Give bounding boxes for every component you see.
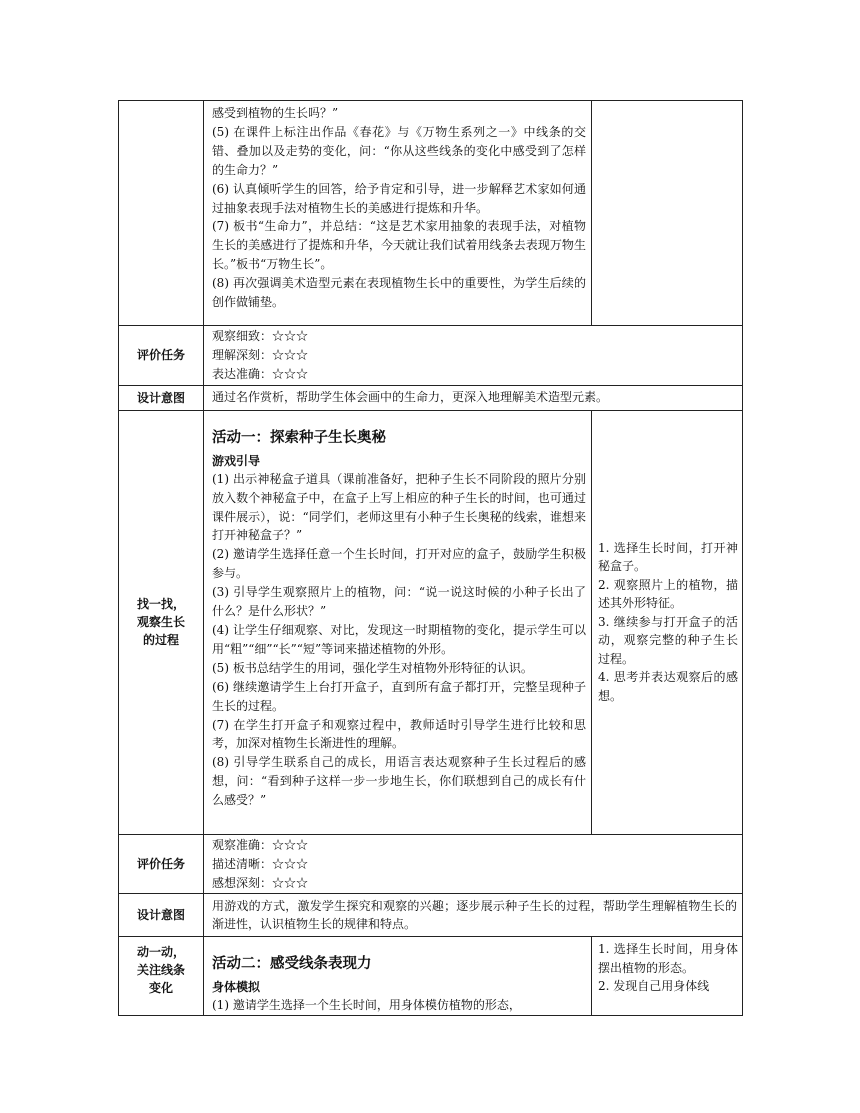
student-activity-cell xyxy=(592,937,743,1016)
activity-label-text: 动一动，关注线条变化 xyxy=(136,945,185,996)
empty-student-cell xyxy=(592,101,743,326)
empty-label-cell xyxy=(119,101,204,326)
paragraph: (6) 认真倾听学生的回答，给予肯定和引导，进一步解释艺术家如何通过抽象表现手法对植物生长的美感进行提炼和升华。 xyxy=(212,181,586,215)
student-step: 4. 思考并表达观察后的感想。 xyxy=(598,670,738,703)
table-row xyxy=(119,326,743,386)
paragraph: 感受到植物的生长吗？” xyxy=(212,106,339,120)
eval-line: 观察细致：☆☆☆ xyxy=(212,329,309,343)
eval-line: 表达准确：☆☆☆ xyxy=(212,366,309,381)
table-row xyxy=(119,410,743,834)
paragraph: (7) 在学生打开盒子和观察过程中，教师适时引导学生进行比较和思考，加深对植物生长渐进性的理解。 xyxy=(212,717,586,751)
eval-label: 评价任务 xyxy=(119,834,204,894)
eval-line: 理解深刻：☆☆☆ xyxy=(212,347,309,362)
intent-label: 设计意图 xyxy=(119,894,204,937)
eval-cell xyxy=(204,834,743,894)
eval-cell xyxy=(204,326,743,386)
student-step: 1. 选择生长时间，用身体摆出植物的形态。 xyxy=(598,942,738,975)
paragraph: (5) 在课件上标注出作品《春花》与《万物生系列之一》中线条的交错、叠加以及走势的变化，问：“你从这些线条的变化中感受到了怎样的生命力？” xyxy=(212,124,586,177)
paragraph: (1) 邀请学生选择一个生长时间，用身体模仿植物的形态， xyxy=(212,998,521,1013)
teacher-activity-cell xyxy=(204,937,592,1016)
intent-cell xyxy=(204,894,743,937)
activity-label-text: 找一找，观察生长的过程 xyxy=(136,597,185,648)
student-step: 1. 选择生长时间，打开神秘盒子。 xyxy=(598,540,738,574)
activity-title: 活动一：探索种子生长奥秘 xyxy=(212,429,386,446)
paragraph: (4) 让学生仔细观察、对比，发现这一时期植物的变化，提示学生可以用“粗”“细”“长”“短”等词来描述植物的外形。 xyxy=(212,622,586,656)
student-activity-cell xyxy=(592,410,743,834)
eval-line: 观察准确：☆☆☆ xyxy=(212,837,309,852)
eval-line: 描述清晰：☆☆☆ xyxy=(212,856,309,871)
student-step: 3. 继续参与打开盒子的活动，观察完整的种子生长过程。 xyxy=(598,614,738,666)
activity-label xyxy=(119,937,204,1016)
intent-text: 用游戏的方式，激发学生探究和观察的兴趣；逐步展示种子生长的过程，帮助学生理解植物生长的渐进性，认识植物生长的规律和特点。 xyxy=(212,898,737,932)
table-row xyxy=(119,894,743,937)
table-row xyxy=(119,834,743,894)
paragraph: (2) 邀请学生选择任意一个生长时间，打开对应的盒子，鼓励学生积极参与。 xyxy=(212,547,586,581)
student-step: 2. 发现自己用身体线 xyxy=(598,979,710,994)
intent-cell xyxy=(204,385,743,410)
teacher-activity-cell xyxy=(204,101,592,326)
activity-label xyxy=(119,410,204,834)
lesson-plan-table xyxy=(118,100,743,1016)
activity-title: 活动二：感受线条表现力 xyxy=(212,956,372,973)
paragraph: (5) 板书总结学生的用词，强化学生对植物外形特征的认识。 xyxy=(212,660,533,675)
intent-label: 设计意图 xyxy=(119,385,204,410)
activity-subtitle: 游戏引导 xyxy=(212,453,261,468)
paragraph: (3) 引导学生观察照片上的植物，问：“说一说这时候的小种子长出了什么？是什么形状？” xyxy=(212,585,586,619)
paragraph: (8) 再次强调美术造型元素在表现植物生长中的重要性，为学生后续的创作做铺垫。 xyxy=(212,276,586,310)
paragraph: (7) 板书“生命力”，并总结：“这是艺术家用抽象的表现手法，对植物生长的美感进行了提炼和升华，今天就让我们试着用线条去表现万物生长。”板书“万物生长”。 xyxy=(212,219,586,272)
paragraph: (1) 出示神秘盒子道具（课前准备好，把种子生长不同阶段的照片分别放入数个神秘盒子中，在盒子上写上相应的种子生长的时间，也可通过课件展示），说：“同学们，老师这里有小种子生长奥秘的线索，谁想来打开神秘盒子？” xyxy=(212,471,586,543)
paragraph: (8) 引导学生联系自己的成长，用语言表达观察种子生长过程后的感想，问：“看到种子这样一步一步地生长，你们联想到自己的成长有什么感受？” xyxy=(212,755,586,808)
table-row xyxy=(119,937,743,1016)
activity-subtitle: 身体模拟 xyxy=(212,980,261,995)
table-row xyxy=(119,385,743,410)
table-row xyxy=(119,101,743,326)
intent-text: 通过名作赏析，帮助学生体会画中的生命力，更深入地理解美术造型元素。 xyxy=(212,390,609,405)
teacher-activity-cell xyxy=(204,410,592,834)
eval-label: 评价任务 xyxy=(119,326,204,386)
eval-line: 感想深刻：☆☆☆ xyxy=(212,875,309,890)
paragraph: (6) 继续邀请学生上台打开盒子，直到所有盒子都打开，完整呈现种子生长的过程。 xyxy=(212,679,586,713)
student-step: 2. 观察照片上的植物，描述其外形特征。 xyxy=(598,577,738,611)
